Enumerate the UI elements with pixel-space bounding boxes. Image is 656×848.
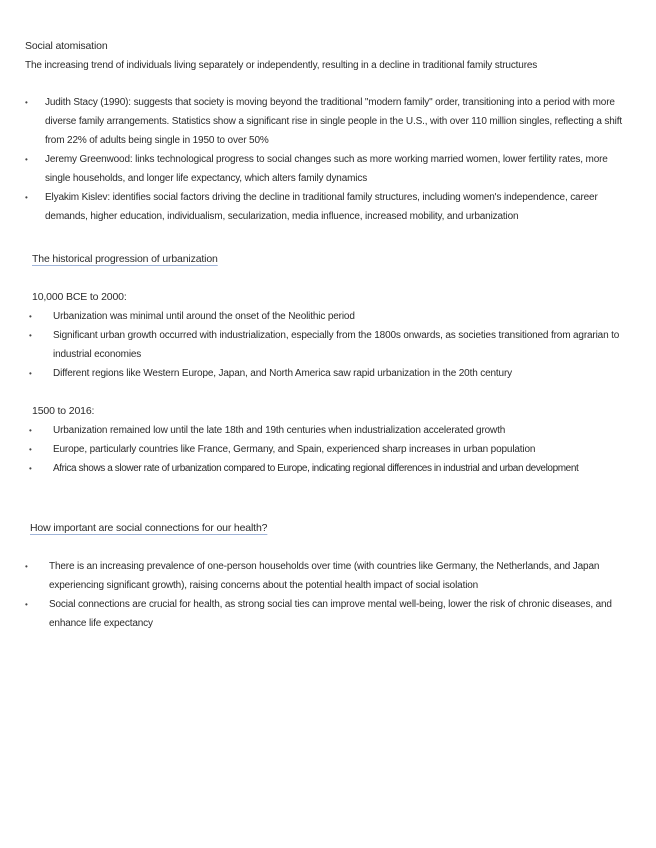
section-heading-urbanization: The historical progression of urbanization [32, 253, 218, 265]
health-section [30, 519, 630, 538]
list-item: • Urbanization was minimal until around the onset of the Neolithic period [53, 307, 638, 326]
list-item: • Africa shows a slower rate of urbanization compared to Europe, indicating regional differences in industrial and urban development [53, 459, 648, 478]
list-item: • Urbanization remained low until the late 18th and 19th centuries when industrialization accelerated growth [53, 421, 648, 440]
list-item: • Significant urban growth occurred with industrialization, especially from the 1800s onwards, as societies transitioned from agrarian to industrial economies [53, 326, 638, 364]
health-bullets [49, 557, 634, 633]
social-atomisation-definition: The increasing trend of individuals living separately or independently, resulting in a decline in traditional family structures [25, 60, 538, 71]
section-heading-health: How important are social connections for our health? [30, 522, 268, 534]
social-atomisation-section [25, 37, 635, 75]
list-item: • Jeremy Greenwood: links technological progress to social changes such as more working married women, lower fertility rates, more single households, and longer life expectancy, which alters family dynamics [45, 150, 630, 188]
period-label-10000bce-2000: 10,000 BCE to 2000: [32, 291, 127, 303]
list-item: • Different regions like Western Europe, Japan, and North America saw rapid urbanization in the 20th century [53, 364, 638, 383]
urbanization-section [32, 250, 632, 269]
period-label-1500-2016: 1500 to 2016: [32, 405, 95, 417]
list-item: • Social connections are crucial for health, as strong social ties can improve mental well-being, lower the risk of chronic diseases, and enhance life expectancy [49, 595, 634, 633]
period-1-label-wrap [32, 288, 642, 307]
list-item: • There is an increasing prevalence of one-person households over time (with countries like Germany, the Netherlands, and Japan experiencing significant growth), raising concerns about the potential health impact of social isolation [49, 557, 634, 595]
list-item: • Judith Stacy (1990): suggests that society is moving beyond the traditional "modern family" order, transitioning into a period with more diverse family arrangements. Statistics show a significant rise in single people in the U.S., with over 110 million singles, reflecting a shift from 22% of adults being single in 1950 to over 50% [45, 93, 630, 150]
period-1-bullets [53, 307, 638, 383]
list-item: • Europe, particularly countries like France, Germany, and Spain, experienced sharp increases in urban population [53, 440, 648, 459]
period-2-label-wrap [32, 402, 642, 421]
list-item: • Elyakim Kislev: identifies social factors driving the decline in traditional family structures, including women's independence, career demands, higher education, individualism, secularization, media influence, increased mobility, and urbanization [45, 188, 630, 226]
period-2-bullets [53, 421, 648, 478]
section-heading-social-atomisation: Social atomisation [25, 40, 108, 52]
social-atomisation-bullets [45, 93, 630, 226]
